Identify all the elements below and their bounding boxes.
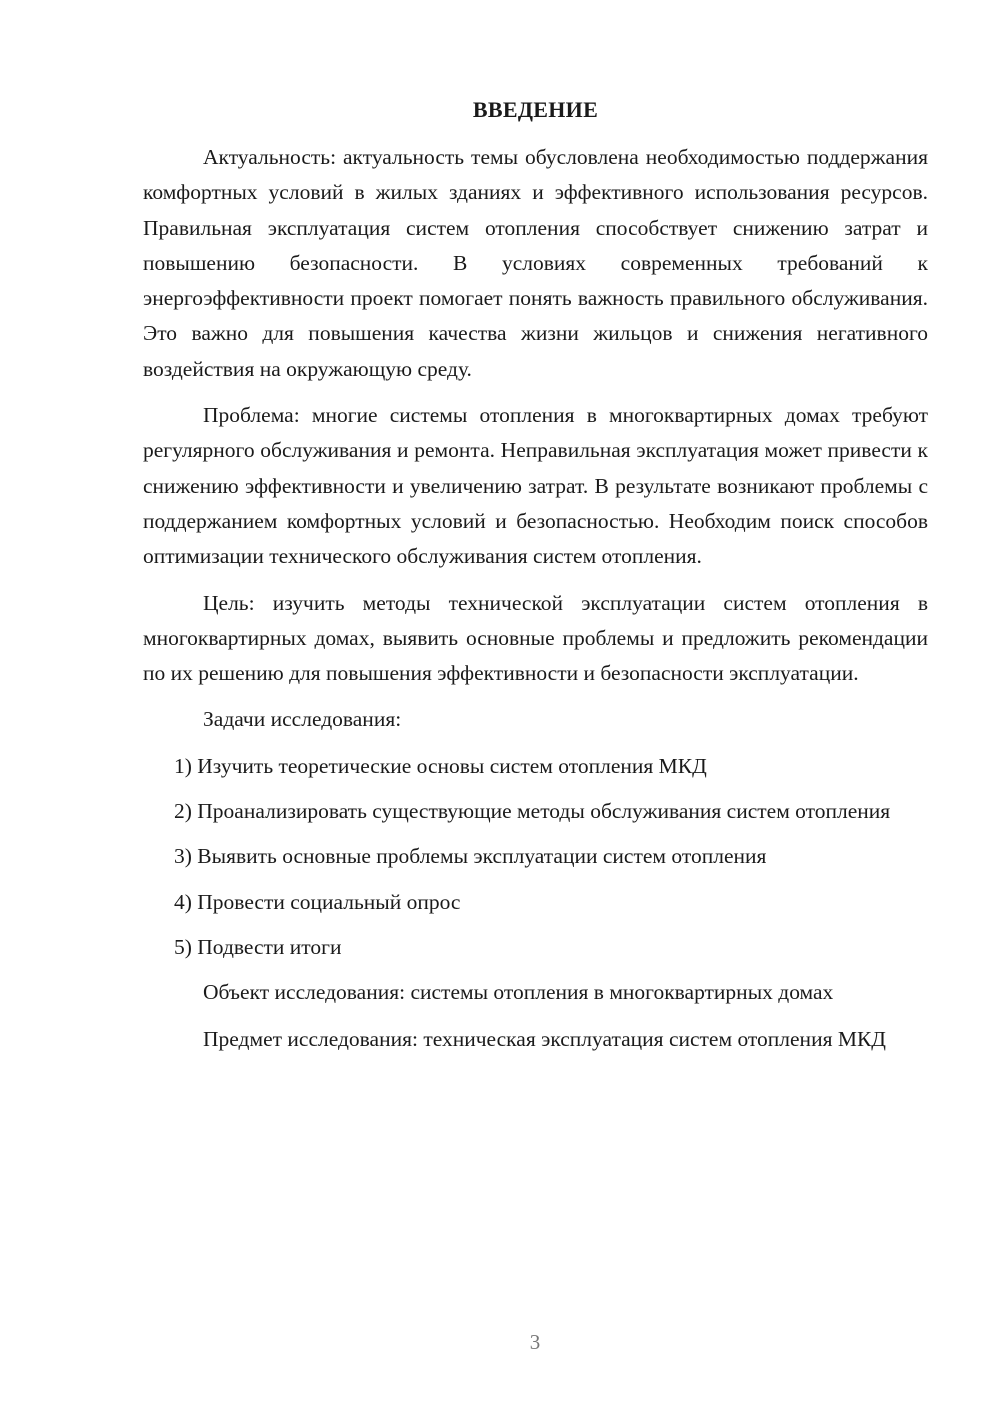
task-item: 5) Подвести итоги	[174, 934, 342, 959]
task-item: 4) Провести социальный опрос	[174, 889, 461, 914]
relevance-paragraph: Актуальность: актуальность темы обусловлена необходимостью поддержания комфортных условий в жилых зданиях и эффективного использования ресурсов. Правильная эксплуатация систем отопления способствует снижению затрат и повышению безопасности. В условиях современных требований к энергоэффективности проект помогает понять важность правильного обслуживания. Это важно для повышения качества жизни жильцов и снижения негативного воздействия на окружающую среду.	[143, 145, 928, 381]
task-item: 2) Проанализировать существующие методы обслуживания систем отопления	[174, 799, 891, 824]
goal-paragraph: Цель: изучить методы технической эксплуатации систем отопления в многоквартирных домах, выявить основные проблемы и предложить рекомендации по их решению для повышения эффективности и безопасности эксплуатации.	[143, 590, 928, 686]
object-paragraph: Объект исследования: системы отопления в многоквартирных домах	[203, 980, 834, 1005]
problem-paragraph: Проблема: многие системы отопления в многоквартирных домах требуют регулярного обслуживания и ремонта. Неправильная эксплуатация может привести к снижению эффективности и увеличению затрат. В результате возникают проблемы с поддержанием комфортных условий и безопасностью. Необходим поиск способов оптимизации технического обслуживания систем отопления.	[143, 403, 928, 569]
page-title: ВВЕДЕНИЕ	[472, 97, 599, 122]
document-page	[143, 92, 928, 1068]
page-number: 3	[529, 1330, 541, 1354]
tasks-heading: Задачи исследования:	[203, 707, 402, 732]
task-item: 1) Изучить теоретические основы систем отопления МКД	[174, 753, 707, 778]
task-item: 3) Выявить основные проблемы эксплуатации систем отопления	[174, 844, 767, 869]
subject-paragraph: Предмет исследования: техническая эксплуатация систем отопления МКД	[203, 1026, 886, 1051]
